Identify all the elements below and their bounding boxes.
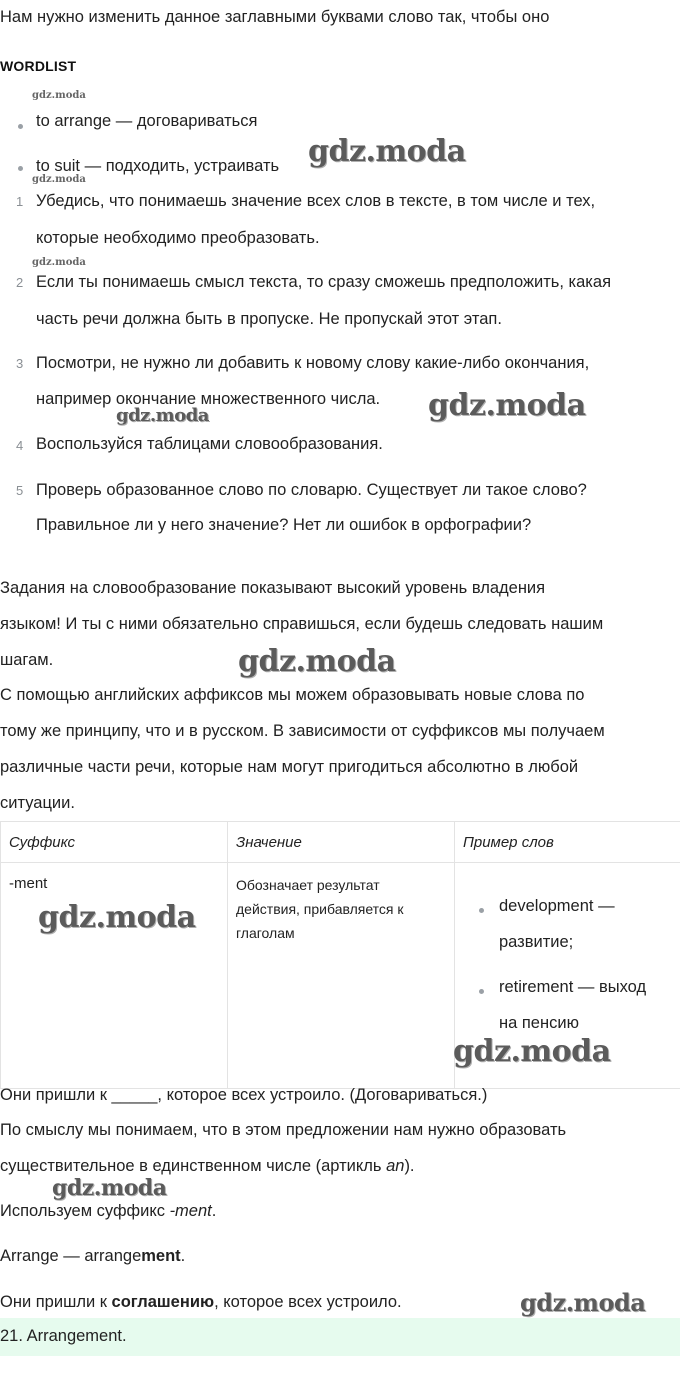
step-number: 4 xyxy=(16,438,24,453)
example-line: retirement — выход xyxy=(499,978,647,996)
watermark: gdz.moda xyxy=(116,405,209,426)
explanation-line: По смыслу мы понимаем, что в этом предложении нам нужно образовать xyxy=(0,1121,567,1139)
table-header: Пример слов xyxy=(455,822,680,863)
watermark-small: gdz.moda xyxy=(32,174,86,185)
formation-line: Arrange — arrangement. xyxy=(0,1247,186,1265)
step-number: 3 xyxy=(16,356,24,371)
watermark: gdz.moda xyxy=(52,1175,167,1201)
meaning-line: глаголам xyxy=(236,925,295,941)
bullet-icon xyxy=(18,124,23,129)
task-sentence: Они пришли к _____, которое всех устроило. (Договариваться.) xyxy=(0,1086,488,1104)
step-text: Посмотри, не нужно ли добавить к новому слову какие-либо окончания, xyxy=(36,354,590,372)
paragraph-line: языком! И ты с ними обязательно справишься, если будешь следовать нашим xyxy=(0,615,604,633)
wordlist-title: WORDLIST xyxy=(0,58,77,74)
intro-line: Нам нужно изменить данное заглавными буквами слово так, чтобы оно xyxy=(0,8,550,26)
step-number: 2 xyxy=(16,275,24,290)
paragraph-line: С помощью английских аффиксов мы можем образовывать новые слова по xyxy=(0,686,585,704)
formation-bold: ment xyxy=(141,1247,181,1265)
article: an xyxy=(386,1157,405,1175)
suffix-italic: -ment xyxy=(169,1202,212,1220)
paragraph-line: Задания на словообразование показывают высокий уровень владения xyxy=(0,579,546,597)
wordlist-item: to suit — подходить, устраивать xyxy=(36,157,280,175)
step-number: 5 xyxy=(16,483,24,498)
meaning-line: Обозначает результат xyxy=(236,877,380,893)
watermark: gdz.moda xyxy=(238,644,396,679)
watermark: gdz.moda xyxy=(428,388,586,423)
paragraph-line: ситуации. xyxy=(0,794,75,812)
example-line: development — xyxy=(499,897,615,915)
step-text: например окончание множественного числа. xyxy=(36,390,381,408)
suffix-use-line: Используем суффикс -ment. xyxy=(0,1202,217,1220)
watermark: gdz.moda xyxy=(453,1034,611,1069)
result-bold: соглашению xyxy=(111,1293,215,1311)
step-number: 1 xyxy=(16,194,24,209)
explanation-line: существительное в единственном числе (артикль an). xyxy=(0,1157,415,1175)
suffix-value: -ment xyxy=(9,875,48,892)
step-text: Убедись, что понимаешь значение всех слов в тексте, в том числе и тех, xyxy=(36,192,596,210)
step-text: Воспользуйся таблицами словообразования. xyxy=(36,435,383,453)
step-text: которые необходимо преобразовать. xyxy=(36,229,320,247)
watermark-small: gdz.moda xyxy=(32,257,86,268)
table-header: Значение xyxy=(228,822,455,863)
table-cell-meaning xyxy=(228,863,455,1089)
watermark: gdz.moda xyxy=(308,134,466,169)
table-header-row xyxy=(1,822,680,863)
example-line: на пенсию xyxy=(499,1014,579,1032)
example-line: развитие; xyxy=(499,933,574,951)
bullet-icon xyxy=(479,989,484,994)
bullet-icon xyxy=(18,166,23,171)
step-text: Проверь образованное слово по словарю. Существует ли такое слово? xyxy=(36,481,587,499)
answer-box xyxy=(0,1318,680,1356)
step-text: Если ты понимаешь смысл текста, то сразу сможешь предположить, какая xyxy=(36,273,612,291)
watermark-small: gdz.moda xyxy=(32,90,86,101)
paragraph-line: шагам. xyxy=(0,651,54,669)
result-sentence: Они пришли к соглашению, которое всех устроило. xyxy=(0,1293,402,1311)
table-cell-suffix xyxy=(1,863,228,1089)
wordlist-item: to arrange — договариваться xyxy=(36,112,258,130)
step-text: Правильное ли у него значение? Нет ли ошибок в орфографии? xyxy=(36,516,532,534)
meaning-line: действия, прибавляется к xyxy=(236,901,404,917)
answer-text: 21. Arrangement. xyxy=(0,1327,127,1345)
paragraph-line: различные части речи, которые нам могут пригодиться абсолютно в любой xyxy=(0,758,579,776)
watermark: gdz.moda xyxy=(38,900,196,935)
bullet-icon xyxy=(479,908,484,913)
watermark: gdz.moda xyxy=(520,1288,646,1317)
paragraph-line: тому же принципу, что и в русском. В зависимости от суффиксов мы получаем xyxy=(0,722,605,740)
table-header: Суффикс xyxy=(1,822,228,863)
step-text: часть речи должна быть в пропуске. Не пропускай этот этап. xyxy=(36,310,502,328)
